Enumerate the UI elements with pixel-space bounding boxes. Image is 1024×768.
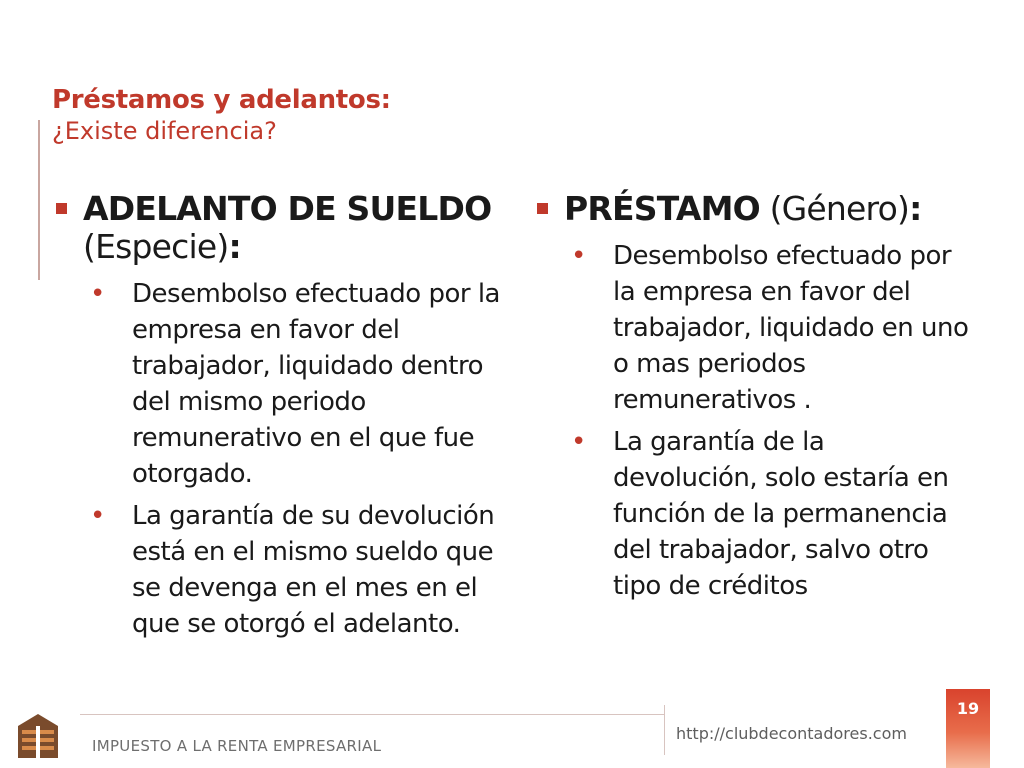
left-heading — [83, 190, 491, 266]
list-item-text: Desembolso efectuado por la empresa en favor del trabajador, liquidado en uno o mas periodos remunerativos . — [613, 241, 969, 415]
footer-title: IMPUESTO A LA RENTA EMPRESARIAL — [92, 737, 382, 755]
list-item-text: La garantía de su devolución está en el mismo sueldo que se devenga en el mes en el que se otorgó el adelanto. — [132, 501, 495, 639]
left-heading-light: (Especie) — [83, 227, 229, 266]
right-items — [569, 238, 973, 604]
building-logo-icon — [16, 712, 60, 760]
bullet-icon: • — [90, 501, 105, 531]
footer-url-link[interactable]: http://clubdecontadores.com — [676, 724, 907, 743]
square-bullet-icon — [537, 203, 548, 214]
page-number-badge — [946, 689, 990, 768]
bullet-icon: • — [90, 279, 105, 309]
title-block — [52, 84, 391, 146]
page-number: 19 — [956, 699, 980, 718]
list-item-text: La garantía de la devolución, solo estaría en función de la permanencia del trabajador, salvo otro tipo de créditos — [613, 427, 949, 601]
list-item — [88, 498, 502, 642]
footer-divider — [80, 714, 665, 715]
right-heading — [564, 190, 921, 228]
left-column — [52, 190, 502, 648]
right-heading-bold: PRÉSTAMO — [564, 189, 760, 228]
bullet-icon: • — [571, 427, 586, 457]
title-accent-rule — [38, 120, 40, 280]
right-column — [533, 190, 973, 610]
right-heading-light: (Género) — [759, 189, 910, 228]
slide-subtitle: ¿Existe diferencia? — [52, 117, 277, 145]
footer-vertical-divider — [664, 705, 665, 755]
right-heading-row — [533, 190, 973, 228]
list-item — [569, 238, 973, 418]
slide-title: Préstamos y adelantos: — [52, 85, 391, 115]
left-items — [88, 276, 502, 642]
list-item — [88, 276, 502, 492]
square-bullet-icon — [56, 203, 67, 214]
list-item — [569, 424, 973, 604]
list-item-text: Desembolso efectuado por la empresa en favor del trabajador, liquidado dentro del mismo periodo remunerativo en el que fue otorgado. — [132, 279, 500, 489]
left-heading-bold: ADELANTO DE SUELDO — [83, 189, 492, 228]
left-heading-colon: : — [228, 227, 241, 266]
left-heading-row — [52, 190, 502, 266]
right-heading-colon: : — [909, 189, 922, 228]
bullet-icon: • — [571, 241, 586, 271]
